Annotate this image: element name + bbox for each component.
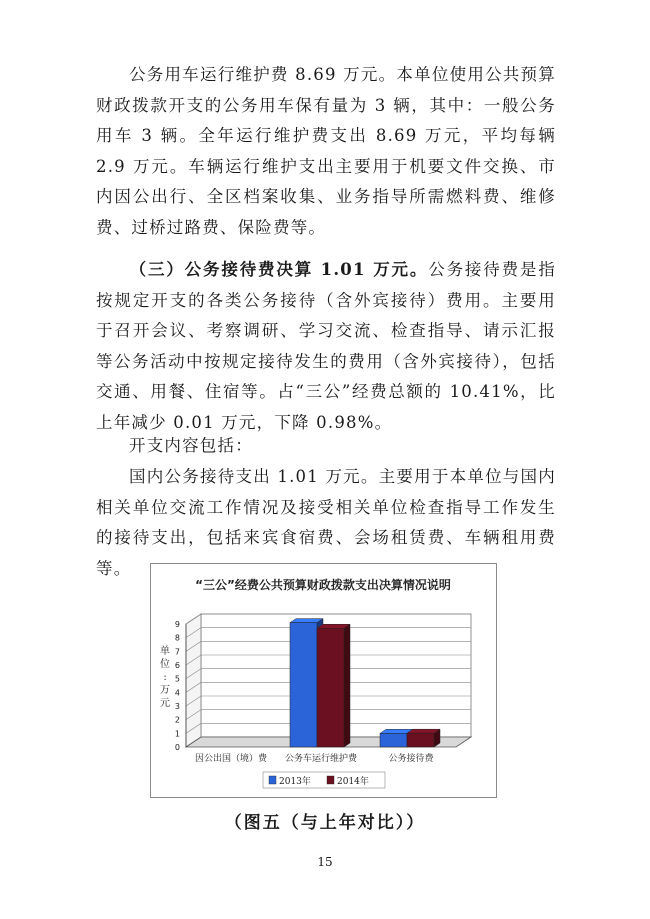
bar-top [317,624,350,628]
paragraph-reception-expense: （三）公务接待费决算 1.01 万元。公务接待费是指按规定开支的各类公务接待（含外宾接待）费用。主要用于召开会议、考察调研、学习交流、检查指导、请示汇报等公务活动中按规定接待发生的费用（含外宾接待），包括交通、用餐、住宿等。占“三公”经费总额的 10.41%，比上年减少 0.01 万元，下降 0.98%。 [96,260,556,432]
bar [407,733,434,747]
chart-title: “三公”经费公共预算财政拨款支出决算情况说明 [195,578,451,592]
paragraph-expense-contents: 开支内容包括： [129,436,253,455]
bar-side [344,624,350,747]
page-number: 15 [317,855,333,869]
x-tick-label: 公务车运行维护费 [284,754,358,764]
legend-swatch [327,776,334,784]
legend-label: 2014年 [337,777,369,787]
bar [317,628,344,747]
x-tick-label: 公务接待费 [388,754,434,764]
chart-side-wall [186,614,201,747]
legend-swatch [269,776,276,784]
y-axis-label-char: 万 [160,685,170,696]
legend-label: 2013年 [279,777,311,787]
y-tick-label: 5 [174,674,180,684]
paragraph-vehicle-maintenance: 公务用车运行维护费 8.69 万元。本单位使用公共预算财政拨款开支的公务用车保有量为 3 辆，其中：一般公务用车 3 辆。全年运行维护费支出 8.69 万元，平均每辆 2.9 万元。车辆运行维护支出主要用于机要文件交换、市内因公出行、全区档案收集、业务指导所需燃料费、维修费、过桥过路费、保险费等。 [96,65,556,237]
paragraph-domestic-reception: 国内公务接待支出 1.01 万元。主要用于本单位与国内相关单位交流工作情况及接受相关单位检查指导工作发生的接待支出，包括来宾食宿费、会场租赁费、车辆租用费等。 [96,467,556,578]
y-axis-label-char: 元 [160,698,170,709]
y-tick-label: 9 [174,620,180,629]
bar-top [407,729,440,733]
bar-top [290,619,323,623]
x-tick-label: 因公出国（境）费 [194,754,268,764]
y-tick-label: 3 [174,702,180,711]
section-heading: （三）公务接待费决算 1.01 万元。 [129,260,429,279]
expense-chart [150,563,497,798]
y-tick-label: 8 [174,633,180,643]
y-tick-label: 6 [174,661,180,670]
y-axis-label-char: 单 [160,646,170,657]
y-tick-label: 7 [174,647,180,657]
y-tick-label: 0 [174,743,180,752]
bar [380,733,407,747]
chart-svg [151,564,496,797]
figure-caption: （图五（与上年对比）） [224,813,426,833]
y-axis-label-char: : [163,672,167,683]
y-tick-label: 2 [174,715,180,725]
y-tick-label: 1 [174,729,180,739]
y-tick-label: 4 [174,688,180,698]
y-axis-label-char: 位 [160,659,170,670]
bar [290,623,317,747]
